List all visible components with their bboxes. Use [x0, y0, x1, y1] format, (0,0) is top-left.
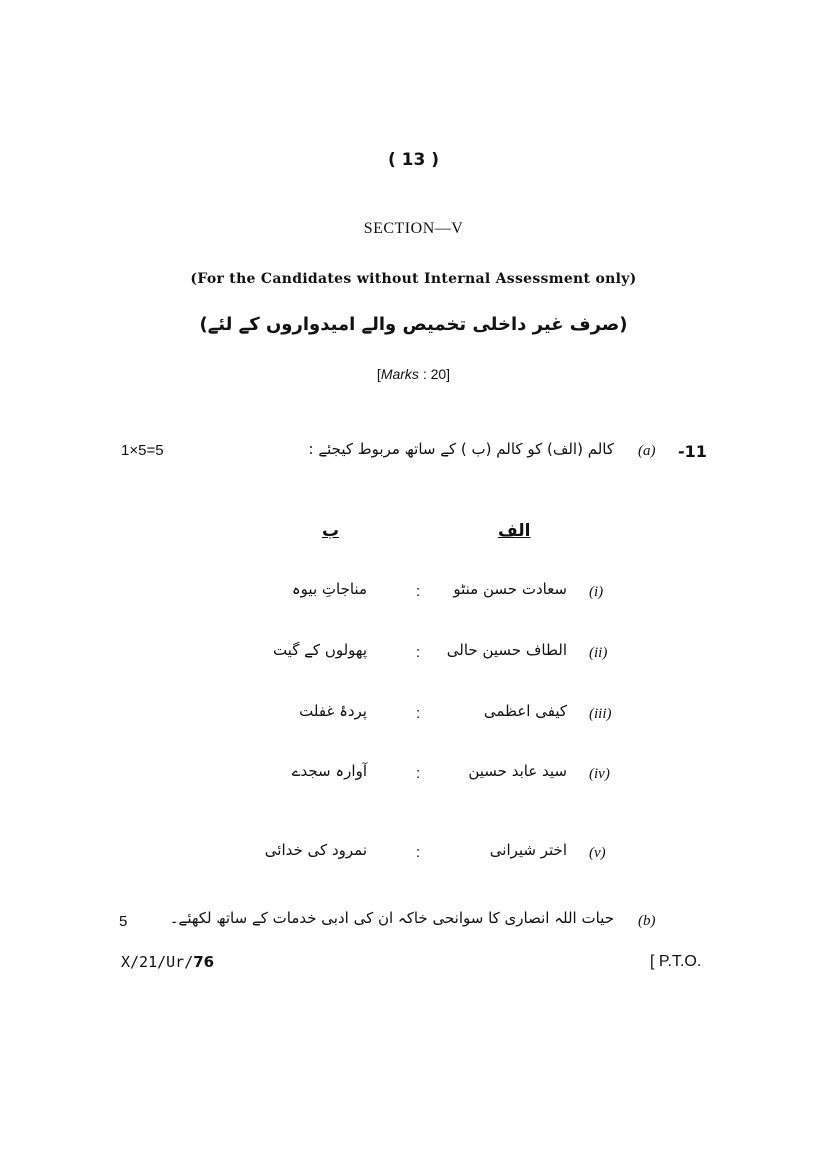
paper-code: [121, 953, 214, 971]
section-marks: [0, 366, 827, 382]
marks-label: Marks: [380, 366, 419, 382]
subtitle-english: (For the Candidates without Internal Assessment only): [190, 271, 637, 287]
row-label: (i): [589, 584, 604, 600]
row-author: الطاف حسین حالی: [446, 641, 567, 659]
paper-code-number: 76: [193, 953, 215, 971]
page-number: ( 13 ): [387, 150, 440, 170]
row-label: (iii): [589, 706, 612, 722]
row-colon: :: [416, 644, 421, 661]
section-title: SECTION—V: [363, 220, 464, 237]
row-author: سید عابد حسین: [468, 762, 567, 780]
part-a-marks: 1×5=5: [121, 442, 164, 459]
please-turn-over: [ P.T.O.: [650, 953, 702, 970]
question-number: -11: [678, 442, 707, 461]
row-colon: :: [416, 705, 421, 722]
row-author: اختر شیرانی: [489, 841, 567, 859]
part-b-marks: 5: [119, 913, 128, 930]
row-work: پردۂ غفلت: [299, 702, 367, 720]
row-label: (ii): [589, 645, 608, 661]
part-a-label: (a): [638, 443, 656, 459]
row-author: سعادت حسن منٹو: [453, 580, 567, 598]
row-colon: :: [416, 765, 421, 782]
row-work: پھولوں کے گیت: [272, 641, 367, 659]
part-b-label: (b): [638, 913, 656, 929]
row-label: (v): [589, 845, 606, 861]
marks-value: : 20]: [422, 366, 451, 382]
marks-open-bracket: [: [376, 366, 381, 382]
paper-code-prefix: X/21/Ur/: [121, 953, 194, 971]
column-b-heading: ب: [322, 521, 340, 541]
row-label: (iv): [589, 766, 610, 782]
part-b-instruction: حیات اللہ انصاری کا سوانحی خاکہ ان کی ادبی خدمات کے ساتھ لکھئے۔: [169, 909, 614, 927]
row-work: نمرود کی خدائی: [264, 841, 367, 859]
subtitle-urdu: (صرف غیر داخلی تخمیص والے امیدواروں کے لئے): [199, 314, 628, 335]
row-author: کیفی اعظمی: [483, 702, 567, 720]
column-a-heading: الف: [498, 521, 531, 541]
row-colon: :: [416, 844, 421, 861]
row-colon: :: [416, 583, 421, 600]
row-work: مناجاتِ بیوہ: [291, 580, 367, 598]
row-work: آوارہ سجدے: [291, 762, 367, 780]
part-a-instruction: کالم (الف) کو کالم (ب ) کے ساتھ مربوط کیجئے :: [308, 440, 614, 458]
